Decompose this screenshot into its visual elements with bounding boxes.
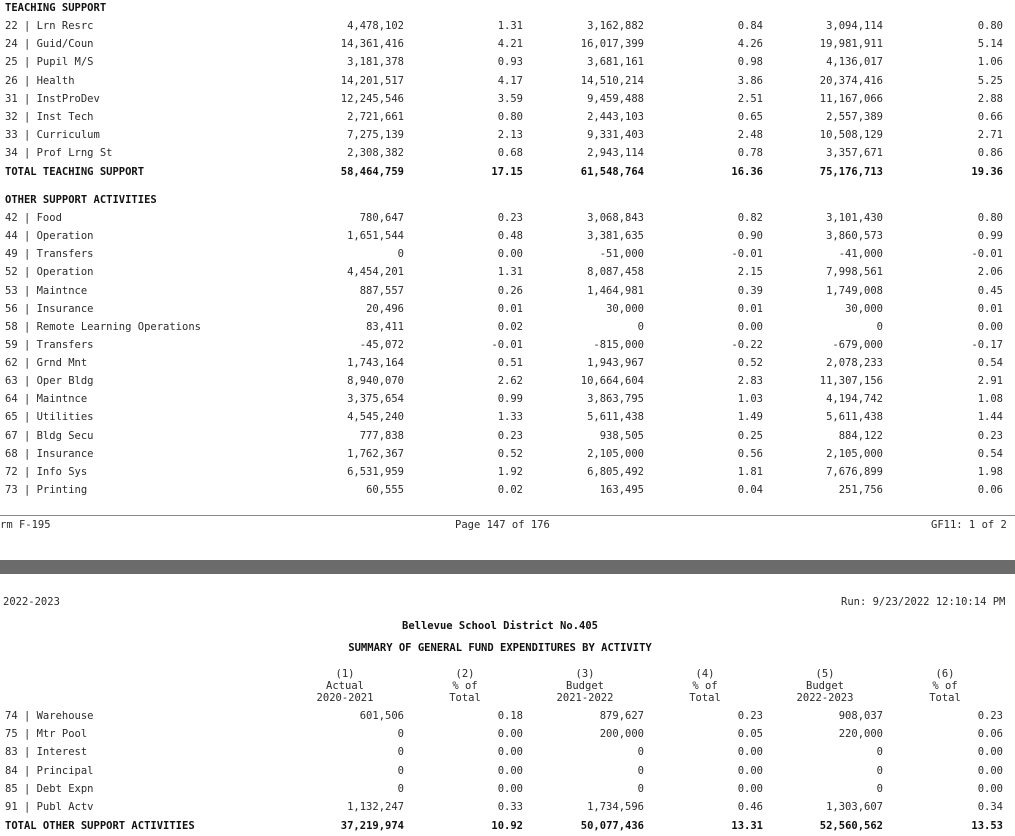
pct-total-1: 0.00 xyxy=(497,782,523,795)
table-row xyxy=(0,111,1015,123)
actual-2020-2021: 601,506 xyxy=(359,710,404,722)
row-label: TOTAL TEACHING SUPPORT xyxy=(5,166,145,178)
budget-2021-2022: 163,495 xyxy=(599,483,644,496)
pct-total-1: 1.92 xyxy=(497,465,523,478)
table-row xyxy=(0,448,1015,460)
budget-2022-2023: 7,998,561 xyxy=(826,266,883,279)
pct-total-2: 0.46 xyxy=(737,801,763,813)
table-row xyxy=(0,339,1015,351)
form-number: rm F-195 xyxy=(0,519,51,531)
actual-2020-2021: 1,651,544 xyxy=(347,230,404,243)
budget-2022-2023: 3,101,430 xyxy=(826,212,883,224)
budget-2022-2023: 0 xyxy=(876,320,883,333)
table-row xyxy=(0,75,1015,87)
table-row xyxy=(0,266,1015,278)
table-row xyxy=(0,466,1015,478)
budget-2022-2023: 3,357,671 xyxy=(826,147,883,160)
report-ref: GF11: 1 of 2 xyxy=(931,519,1007,531)
pct-total-1: 0.00 xyxy=(497,248,523,261)
budget-2022-2023: 52,560,562 xyxy=(819,820,883,832)
fiscal-year: 2022-2023 xyxy=(3,596,60,608)
pct-total-3: 1.44 xyxy=(977,411,1003,424)
pct-total-1: 0.80 xyxy=(497,111,523,123)
col4-num: (4) xyxy=(695,668,715,680)
pct-total-3: 1.98 xyxy=(977,465,1003,478)
pct-total-1: 2.62 xyxy=(497,375,523,388)
pct-total-1: 0.18 xyxy=(497,710,523,722)
actual-2020-2021: 37,219,974 xyxy=(340,820,404,832)
table-row xyxy=(0,248,1015,260)
pct-total-2: 1.49 xyxy=(737,411,763,424)
budget-2022-2023: 4,194,742 xyxy=(826,393,883,406)
pct-total-1: 0.51 xyxy=(497,357,523,370)
pct-total-3: 0.01 xyxy=(977,302,1003,315)
budget-2022-2023: 2,078,233 xyxy=(826,357,883,370)
actual-2020-2021: 1,762,367 xyxy=(347,447,404,460)
actual-2020-2021: 58,464,759 xyxy=(340,166,404,178)
pct-total-1: 0.68 xyxy=(497,147,523,160)
actual-2020-2021: 0 xyxy=(397,728,404,741)
pct-total-3: 0.66 xyxy=(977,111,1003,123)
page-separator xyxy=(0,560,1015,574)
pct-total-3: 0.45 xyxy=(977,284,1003,297)
pct-total-2: 0.56 xyxy=(737,447,763,460)
actual-2020-2021: 4,454,201 xyxy=(347,266,404,279)
table-row xyxy=(0,783,1015,795)
budget-2022-2023: 20,374,416 xyxy=(819,74,883,87)
budget-2021-2022: 3,068,843 xyxy=(587,212,644,224)
total-row xyxy=(0,166,1015,178)
pct-total-3: 1.06 xyxy=(977,56,1003,69)
budget-2021-2022: 5,611,438 xyxy=(587,411,644,424)
table-row xyxy=(0,765,1015,777)
budget-2021-2022: 16,017,399 xyxy=(580,38,644,51)
pct-total-3: 0.23 xyxy=(977,429,1003,442)
budget-2021-2022: 0 xyxy=(637,320,644,333)
pct-total-2: 0.00 xyxy=(737,764,763,777)
budget-2022-2023: 5,611,438 xyxy=(826,411,883,424)
row-label: 24 | Guid/Coun xyxy=(5,38,94,51)
col1-label: Actual xyxy=(326,680,364,692)
pct-total-2: 0.65 xyxy=(737,111,763,123)
pct-total-1: 0.02 xyxy=(497,320,523,333)
pct-total-2: 0.84 xyxy=(737,20,763,32)
pct-total-1: 4.21 xyxy=(497,38,523,51)
pct-total-2: 0.25 xyxy=(737,429,763,442)
row-label: 22 | Lrn Resrc xyxy=(5,20,94,32)
section-title-teaching-support: TEACHING SUPPORT xyxy=(5,2,107,14)
pct-total-1: 17.15 xyxy=(491,166,523,178)
budget-2022-2023: 0 xyxy=(876,782,883,795)
budget-2021-2022: 10,664,604 xyxy=(580,375,644,388)
budget-2022-2023: 3,094,114 xyxy=(826,20,883,32)
row-label: 62 | Grnd Mnt xyxy=(5,357,88,370)
table-row xyxy=(0,728,1015,740)
pct-total-3: 0.06 xyxy=(977,728,1003,741)
table-row xyxy=(0,93,1015,105)
section-title-other-support: OTHER SUPPORT ACTIVITIES xyxy=(5,194,157,206)
pct-total-3: 0.23 xyxy=(977,710,1003,722)
row-label: 33 | Curriculum xyxy=(5,129,100,142)
budget-2021-2022: 50,077,436 xyxy=(580,820,644,832)
budget-2021-2022: 0 xyxy=(637,782,644,795)
col5-num: (5) xyxy=(815,668,835,680)
budget-2021-2022: 3,381,635 xyxy=(587,230,644,243)
col4-label: % of xyxy=(692,680,718,692)
budget-2022-2023: 4,136,017 xyxy=(826,56,883,69)
pct-total-2: 0.05 xyxy=(737,728,763,741)
pct-total-3: 0.00 xyxy=(977,782,1003,795)
col2-num: (2) xyxy=(455,668,475,680)
pct-total-1: 0.00 xyxy=(497,746,523,759)
table-row xyxy=(0,411,1015,423)
row-label: 56 | Insurance xyxy=(5,302,94,315)
budget-2021-2022: 8,087,458 xyxy=(587,266,644,279)
row-label: 44 | Operation xyxy=(5,230,94,243)
pct-total-2: 0.82 xyxy=(737,212,763,224)
row-label: 75 | Mtr Pool xyxy=(5,728,88,741)
report-title: SUMMARY OF GENERAL FUND EXPENDITURES BY ACTIVITY xyxy=(348,642,652,654)
pct-total-2: 4.26 xyxy=(737,38,763,51)
pct-total-2: 0.23 xyxy=(737,710,763,722)
actual-2020-2021: 1,132,247 xyxy=(347,801,404,813)
pct-total-2: -0.22 xyxy=(731,338,763,351)
budget-2021-2022: 1,943,967 xyxy=(587,357,644,370)
pct-total-1: 1.31 xyxy=(497,20,523,32)
pct-total-3: 13.53 xyxy=(971,820,1003,832)
pct-total-3: 0.86 xyxy=(977,147,1003,160)
budget-2022-2023: 7,676,899 xyxy=(826,465,883,478)
district-name: Bellevue School District No.405 xyxy=(402,620,598,632)
actual-2020-2021: 3,375,654 xyxy=(347,393,404,406)
budget-2022-2023: 0 xyxy=(876,764,883,777)
row-label: 67 | Bldg Secu xyxy=(5,429,94,442)
actual-2020-2021: 3,181,378 xyxy=(347,56,404,69)
pct-total-3: 2.06 xyxy=(977,266,1003,279)
pct-total-2: 0.39 xyxy=(737,284,763,297)
table-row xyxy=(0,20,1015,32)
table-row xyxy=(0,303,1015,315)
budget-2021-2022: 0 xyxy=(637,764,644,777)
actual-2020-2021: -45,072 xyxy=(359,338,404,351)
budget-2021-2022: 9,459,488 xyxy=(587,92,644,105)
actual-2020-2021: 6,531,959 xyxy=(347,465,404,478)
row-label: 52 | Operation xyxy=(5,266,94,279)
pct-total-3: 0.80 xyxy=(977,212,1003,224)
col3-year: 2021-2022 xyxy=(556,692,614,704)
pct-total-1: 1.31 xyxy=(497,266,523,279)
col3-label: Budget xyxy=(566,680,604,692)
col1-num: (1) xyxy=(335,668,355,680)
pct-total-1: 0.99 xyxy=(497,393,523,406)
budget-2022-2023: -41,000 xyxy=(838,248,883,261)
budget-2021-2022: 14,510,214 xyxy=(580,74,644,87)
page-number: Page 147 of 176 xyxy=(455,519,550,531)
pct-total-2: 0.00 xyxy=(737,746,763,759)
pct-total-1: 0.23 xyxy=(497,429,523,442)
pct-total-1: 0.00 xyxy=(497,728,523,741)
table-row xyxy=(0,357,1015,369)
budget-2022-2023: 220,000 xyxy=(838,728,883,741)
pct-total-2: -0.01 xyxy=(731,248,763,261)
pct-total-3: 0.06 xyxy=(977,483,1003,496)
pct-total-1: 2.13 xyxy=(497,129,523,142)
actual-2020-2021: 2,721,661 xyxy=(347,111,404,123)
pct-total-1: 0.01 xyxy=(497,302,523,315)
pct-total-2: 2.83 xyxy=(737,375,763,388)
budget-2021-2022: 2,443,103 xyxy=(587,111,644,123)
pct-total-2: 1.81 xyxy=(737,465,763,478)
row-label: 83 | Interest xyxy=(5,746,88,759)
budget-2022-2023: 10,508,129 xyxy=(819,129,883,142)
table-row xyxy=(0,285,1015,297)
pct-total-1: 0.93 xyxy=(497,56,523,69)
col6-label: % of xyxy=(932,680,958,692)
table-row xyxy=(0,321,1015,333)
pct-total-1: 0.52 xyxy=(497,447,523,460)
total-row xyxy=(0,820,1015,832)
pct-total-1: 0.33 xyxy=(497,801,523,813)
pct-total-3: 0.80 xyxy=(977,20,1003,32)
table-row xyxy=(0,393,1015,405)
table-row xyxy=(0,212,1015,224)
budget-2022-2023: 19,981,911 xyxy=(819,38,883,51)
pct-total-3: -0.17 xyxy=(971,338,1003,351)
budget-2021-2022: 879,627 xyxy=(599,710,644,722)
pct-total-2: 0.52 xyxy=(737,357,763,370)
actual-2020-2021: 14,361,416 xyxy=(340,38,404,51)
actual-2020-2021: 777,838 xyxy=(359,429,404,442)
pct-total-3: 0.00 xyxy=(977,320,1003,333)
budget-2021-2022: 2,105,000 xyxy=(587,447,644,460)
table-row xyxy=(0,56,1015,68)
col2-label: % of xyxy=(452,680,478,692)
actual-2020-2021: 1,743,164 xyxy=(347,357,404,370)
pct-total-1: 3.59 xyxy=(497,92,523,105)
page-footer-rule xyxy=(0,515,1015,516)
table-row xyxy=(0,147,1015,159)
col6-num: (6) xyxy=(935,668,955,680)
row-label: 72 | Info Sys xyxy=(5,465,88,478)
pct-total-3: 0.54 xyxy=(977,357,1003,370)
pct-total-2: 0.00 xyxy=(737,782,763,795)
col1-year: 2020-2021 xyxy=(316,692,374,704)
pct-total-3: 5.25 xyxy=(977,74,1003,87)
pct-total-3: 5.14 xyxy=(977,38,1003,51)
budget-2021-2022: -815,000 xyxy=(593,338,644,351)
actual-2020-2021: 83,411 xyxy=(366,320,404,333)
pct-total-1: 0.00 xyxy=(497,764,523,777)
pct-total-1: -0.01 xyxy=(491,338,523,351)
pct-total-3: 2.88 xyxy=(977,92,1003,105)
budget-2022-2023: 884,122 xyxy=(838,429,883,442)
table-row xyxy=(0,129,1015,141)
budget-2021-2022: 3,863,795 xyxy=(587,393,644,406)
actual-2020-2021: 4,478,102 xyxy=(347,20,404,32)
row-label: 84 | Principal xyxy=(5,764,94,777)
pct-total-3: 1.08 xyxy=(977,393,1003,406)
pct-total-3: 2.91 xyxy=(977,375,1003,388)
row-label: TOTAL OTHER SUPPORT ACTIVITIES xyxy=(5,820,195,832)
row-label: 58 | Remote Learning Operations xyxy=(5,320,201,333)
budget-2022-2023: 1,749,008 xyxy=(826,284,883,297)
pct-total-2: 16.36 xyxy=(731,166,763,178)
pct-total-2: 2.51 xyxy=(737,92,763,105)
actual-2020-2021: 780,647 xyxy=(359,212,404,224)
actual-2020-2021: 14,201,517 xyxy=(340,74,404,87)
pct-total-2: 1.03 xyxy=(737,393,763,406)
budget-2022-2023: 1,303,607 xyxy=(826,801,883,813)
actual-2020-2021: 7,275,139 xyxy=(347,129,404,142)
budget-2022-2023: 0 xyxy=(876,746,883,759)
pct-total-1: 0.26 xyxy=(497,284,523,297)
table-row xyxy=(0,484,1015,496)
actual-2020-2021: 0 xyxy=(397,746,404,759)
row-label: 85 | Debt Expn xyxy=(5,782,94,795)
pct-total-1: 0.02 xyxy=(497,483,523,496)
pct-total-2: 2.15 xyxy=(737,266,763,279)
pct-total-3: 0.99 xyxy=(977,230,1003,243)
row-label: 49 | Transfers xyxy=(5,248,94,261)
pct-total-1: 10.92 xyxy=(491,820,523,832)
col5-label: Budget xyxy=(806,680,844,692)
row-label: 25 | Pupil M/S xyxy=(5,56,94,69)
budget-2021-2022: -51,000 xyxy=(599,248,644,261)
pct-total-2: 0.98 xyxy=(737,56,763,69)
pct-total-2: 13.31 xyxy=(731,820,763,832)
pct-total-1: 0.23 xyxy=(497,212,523,224)
budget-2022-2023: 11,307,156 xyxy=(819,375,883,388)
budget-2021-2022: 200,000 xyxy=(599,728,644,741)
table-row xyxy=(0,801,1015,813)
actual-2020-2021: 0 xyxy=(397,764,404,777)
budget-2021-2022: 1,464,981 xyxy=(587,284,644,297)
pct-total-3: 0.00 xyxy=(977,746,1003,759)
budget-2021-2022: 1,734,596 xyxy=(587,801,644,813)
budget-2022-2023: 2,105,000 xyxy=(826,447,883,460)
row-label: 31 | InstProDev xyxy=(5,92,100,105)
pct-total-2: 0.01 xyxy=(737,302,763,315)
actual-2020-2021: 4,545,240 xyxy=(347,411,404,424)
budget-2021-2022: 61,548,764 xyxy=(580,166,644,178)
pct-total-3: 19.36 xyxy=(971,166,1003,178)
row-label: 59 | Transfers xyxy=(5,338,94,351)
col5-year: 2022-2023 xyxy=(796,692,854,704)
budget-2021-2022: 938,505 xyxy=(599,429,644,442)
budget-2022-2023: 11,167,066 xyxy=(819,92,883,105)
budget-2022-2023: 251,756 xyxy=(838,483,883,496)
row-label: 64 | Maintnce xyxy=(5,393,88,406)
budget-2021-2022: 2,943,114 xyxy=(587,147,644,160)
row-label: 65 | Utilities xyxy=(5,411,94,424)
row-label: 73 | Printing xyxy=(5,483,88,496)
budget-2021-2022: 30,000 xyxy=(606,302,644,315)
col6-sub: Total xyxy=(929,692,961,704)
table-row xyxy=(0,430,1015,442)
actual-2020-2021: 0 xyxy=(397,248,404,261)
pct-total-1: 1.33 xyxy=(497,411,523,424)
budget-2021-2022: 6,805,492 xyxy=(587,465,644,478)
col4-sub: Total xyxy=(689,692,721,704)
row-label: 26 | Health xyxy=(5,74,75,87)
row-label: 63 | Oper Bldg xyxy=(5,375,94,388)
row-label: 53 | Maintnce xyxy=(5,284,88,297)
actual-2020-2021: 0 xyxy=(397,782,404,795)
pct-total-2: 2.48 xyxy=(737,129,763,142)
col2-sub: Total xyxy=(449,692,481,704)
pct-total-3: 0.00 xyxy=(977,764,1003,777)
table-row xyxy=(0,710,1015,722)
budget-2022-2023: 3,860,573 xyxy=(826,230,883,243)
budget-2022-2023: 75,176,713 xyxy=(819,166,883,178)
pct-total-2: 0.04 xyxy=(737,483,763,496)
actual-2020-2021: 8,940,070 xyxy=(347,375,404,388)
table-row xyxy=(0,230,1015,242)
budget-2022-2023: 908,037 xyxy=(838,710,883,722)
budget-2021-2022: 3,162,882 xyxy=(587,20,644,32)
pct-total-2: 0.00 xyxy=(737,320,763,333)
budget-2021-2022: 3,681,161 xyxy=(587,56,644,69)
pct-total-1: 0.48 xyxy=(497,230,523,243)
budget-2022-2023: 2,557,389 xyxy=(826,111,883,123)
table-row xyxy=(0,746,1015,758)
actual-2020-2021: 60,555 xyxy=(366,483,404,496)
actual-2020-2021: 887,557 xyxy=(359,284,404,297)
row-label: 32 | Inst Tech xyxy=(5,111,94,123)
pct-total-3: 2.71 xyxy=(977,129,1003,142)
row-label: 91 | Publ Actv xyxy=(5,801,94,813)
row-label: 68 | Insurance xyxy=(5,447,94,460)
pct-total-3: -0.01 xyxy=(971,248,1003,261)
pct-total-2: 0.90 xyxy=(737,230,763,243)
budget-2022-2023: -679,000 xyxy=(832,338,883,351)
budget-2021-2022: 0 xyxy=(637,746,644,759)
budget-2022-2023: 30,000 xyxy=(845,302,883,315)
run-timestamp: Run: 9/23/2022 12:10:14 PM xyxy=(841,596,1006,608)
pct-total-3: 0.34 xyxy=(977,801,1003,813)
actual-2020-2021: 20,496 xyxy=(366,302,404,315)
col3-num: (3) xyxy=(575,668,595,680)
row-label: 34 | Prof Lrng St xyxy=(5,147,113,160)
table-row xyxy=(0,38,1015,50)
pct-total-1: 4.17 xyxy=(497,74,523,87)
pct-total-2: 0.78 xyxy=(737,147,763,160)
budget-2021-2022: 9,331,403 xyxy=(587,129,644,142)
actual-2020-2021: 12,245,546 xyxy=(340,92,404,105)
row-label: 74 | Warehouse xyxy=(5,710,94,722)
table-row xyxy=(0,375,1015,387)
row-label: 42 | Food xyxy=(5,212,62,224)
pct-total-2: 3.86 xyxy=(737,74,763,87)
actual-2020-2021: 2,308,382 xyxy=(347,147,404,160)
pct-total-3: 0.54 xyxy=(977,447,1003,460)
